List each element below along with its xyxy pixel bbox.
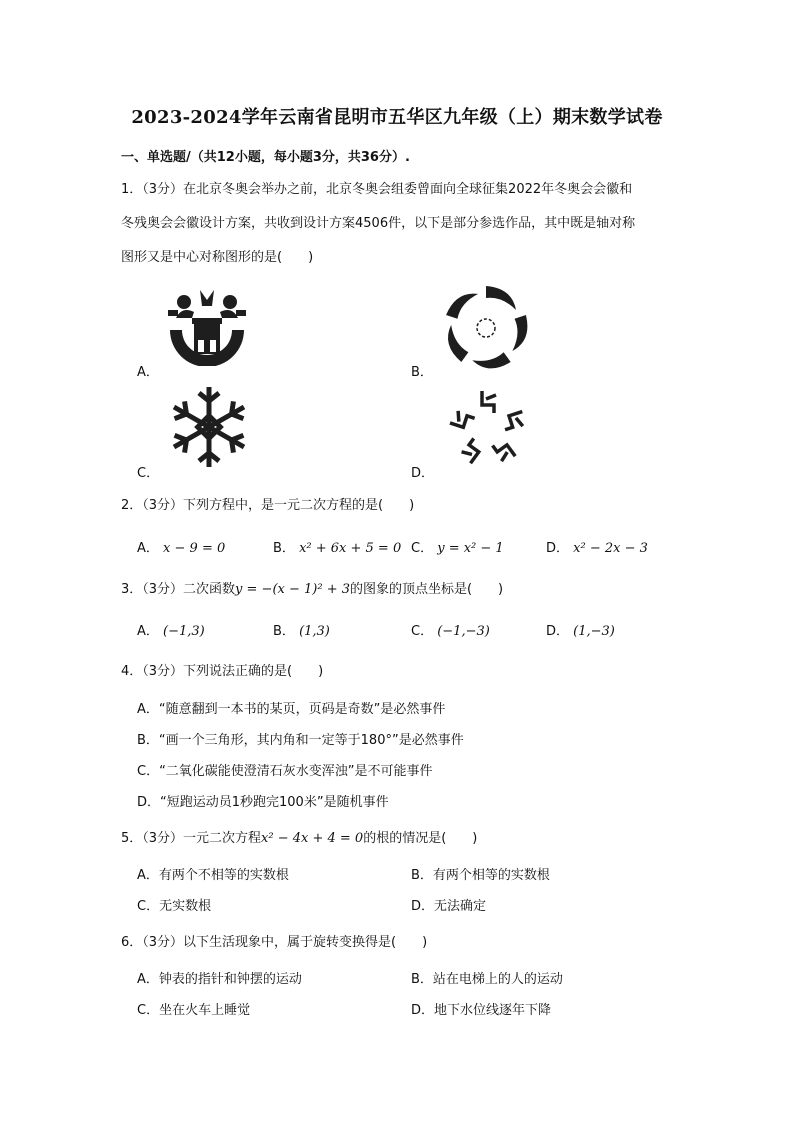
q5-stem-math: x² − 4x + 4 = 0 — [261, 831, 364, 846]
q4-stem: 4．（3分）下列说法正确的是( ) — [121, 664, 324, 679]
q3-option-a — [137, 620, 205, 639]
q3-option-d — [546, 620, 615, 639]
q5-option-a: A．有两个不相等的实数根 — [137, 868, 289, 883]
q2-option-b — [273, 537, 401, 556]
q1-option-d: D． — [411, 466, 435, 481]
q6-option-a: A．钟表的指针和钟摆的运动 — [137, 972, 302, 987]
option-math: (−1,−3) — [437, 624, 490, 639]
option-label: C． — [411, 541, 434, 556]
q1-option-c: C． — [137, 466, 160, 481]
q5-stem-post: 的根的情况是( ) — [363, 831, 478, 846]
snowflake-emblem-icon — [164, 382, 254, 472]
q4-option-b: B．“画一个三角形，其内角和一定等于180°”是必然事件 — [137, 733, 464, 748]
q3-option-c — [411, 620, 490, 639]
q5-option-b: B．有两个相等的实数根 — [411, 868, 550, 883]
q3-stem — [121, 578, 503, 597]
option-math: y = x² − 1 — [437, 541, 504, 556]
option-math: x² − 2x − 3 — [573, 541, 648, 556]
q3-stem-math: y = −(x − 1)² + 3 — [235, 582, 350, 597]
q1-line-3: 图形又是中心对称图形的是( ) — [121, 250, 314, 265]
q4-option-a: A．“随意翻到一本书的某页，页码是奇数”是必然事件 — [137, 702, 446, 717]
option-label: B． — [273, 541, 295, 556]
option-math: x − 9 = 0 — [163, 541, 226, 556]
q5-option-d: D．无法确定 — [411, 899, 487, 914]
q2-option-a — [137, 537, 225, 556]
option-label: D． — [546, 624, 570, 639]
option-math: x² + 6x + 5 = 0 — [299, 541, 402, 556]
q6-option-d: D．地下水位线逐年下降 — [411, 1003, 552, 1018]
q6-option-c: C．坐在火车上睡觉 — [137, 1003, 251, 1018]
q6-stem: 6．（3分）以下生活现象中，属于旋转变换得是( ) — [121, 935, 428, 950]
section-heading: 一、单选题/（共12小题，每小题3分，共36分）. — [121, 150, 410, 165]
dragon-face-emblem-icon — [162, 288, 252, 366]
q1-option-a: A． — [137, 365, 159, 380]
page-title: 2023-2024学年云南省昆明市五华区九年级（上）期末数学试卷 — [131, 107, 663, 128]
q1-option-b: B． — [411, 365, 433, 380]
option-label: D． — [546, 541, 570, 556]
q3-option-b — [273, 620, 330, 639]
q3-stem-pre: 3．（3分）二次函数 — [121, 582, 236, 597]
q1-line-2: 冬残奥会会徽设计方案，共收到设计方案4506件，以下是部分参选作品，其中既是轴对称 — [121, 216, 636, 231]
option-math: (1,−3) — [573, 624, 615, 639]
q5-stem — [121, 827, 477, 846]
q4-option-c: C．“二氧化碳能使澄清石灰水变浑浊”是不可能事件 — [137, 764, 433, 779]
option-label: C． — [411, 624, 434, 639]
q2-option-c — [411, 537, 504, 556]
option-label: A． — [137, 624, 159, 639]
option-label: A． — [137, 541, 159, 556]
option-label: B． — [273, 624, 295, 639]
option-math: (1,3) — [299, 624, 330, 639]
q1-line-1: 1．（3分）在北京冬奥会举办之前，北京冬奥会组委曾面向全球征集2022年冬奥会会徽和 — [121, 182, 633, 197]
option-math: (−1,3) — [163, 624, 205, 639]
q6-option-b: B．站在电梯上的人的运动 — [411, 972, 563, 987]
q4-option-d: D．“短跑运动员1秒跑完100米”是随机事件 — [137, 795, 389, 810]
q2-stem: 2．（3分）下列方程中，是一元二次方程的是( ) — [121, 498, 415, 513]
flower-emblem-icon — [440, 283, 532, 373]
q3-stem-post: 的图象的顶点坐标是( ) — [349, 582, 504, 597]
q5-stem-pre: 5．（3分）一元二次方程 — [121, 831, 262, 846]
q5-option-c: C．无实数根 — [137, 899, 212, 914]
pinwheel-emblem-icon — [440, 386, 536, 472]
q2-option-d — [546, 537, 648, 556]
